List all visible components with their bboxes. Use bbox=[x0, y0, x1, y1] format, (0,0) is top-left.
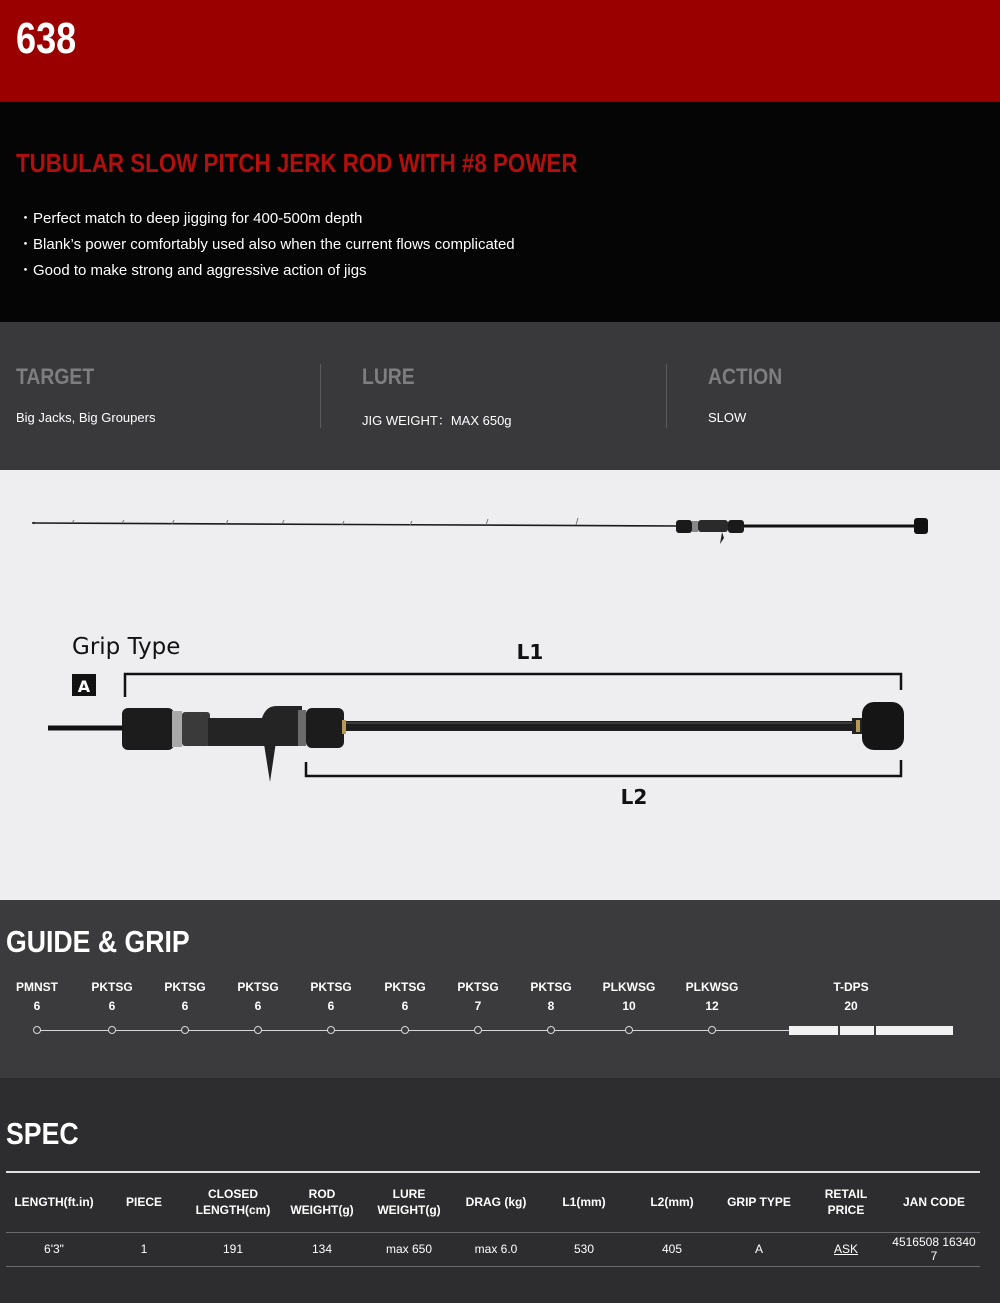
l1-label: L1 bbox=[516, 640, 544, 664]
info-section bbox=[0, 322, 1000, 470]
l2-bracket bbox=[306, 760, 901, 776]
guide-dot bbox=[401, 1026, 409, 1034]
spec-header-row bbox=[6, 1172, 980, 1232]
grip-type-label: Grip Type bbox=[72, 634, 181, 660]
spec-header-closed-length: CLOSED LENGTH(cm) bbox=[195, 1187, 271, 1218]
divider bbox=[666, 364, 667, 428]
reel-seat-item: T-DPS 20 bbox=[833, 980, 869, 1013]
spec-cell: 4516508 16340 7 bbox=[888, 1232, 980, 1266]
guide-dot bbox=[708, 1026, 716, 1034]
guide-item: PKTSG 7 bbox=[457, 980, 499, 1013]
grip-type-value: A bbox=[77, 677, 91, 696]
spec-cell: 405 bbox=[630, 1232, 714, 1266]
guide-dot bbox=[474, 1026, 482, 1034]
guide-item: PMNST 6 bbox=[16, 980, 58, 1013]
rod-illustration bbox=[0, 470, 1000, 900]
info-action bbox=[708, 364, 792, 428]
guide-dot bbox=[33, 1026, 41, 1034]
guide-item: PLKWSG 10 bbox=[602, 980, 656, 1013]
guide-item: PKTSG 8 bbox=[530, 980, 572, 1013]
spec-header-piece: PIECE bbox=[125, 1195, 162, 1210]
ask-price-link[interactable]: ASK bbox=[833, 1242, 858, 1256]
guide-grip-section bbox=[0, 900, 1000, 1078]
spec-cell: A bbox=[714, 1232, 804, 1266]
grip-segment bbox=[840, 1026, 874, 1035]
spec-row bbox=[6, 1232, 980, 1266]
feature-item: ・ Good to make strong and aggressive action of jigs bbox=[18, 258, 515, 284]
spec-cell: 530 bbox=[538, 1232, 630, 1266]
guide-dot bbox=[108, 1026, 116, 1034]
divider bbox=[320, 364, 321, 428]
guide-dot bbox=[181, 1026, 189, 1034]
info-value: SLOW bbox=[708, 410, 747, 425]
guide-dot bbox=[625, 1026, 633, 1034]
spec-header-drag: DRAG (kg) bbox=[465, 1195, 527, 1210]
spec-cell bbox=[804, 1232, 888, 1266]
spec-cell: max 6.0 bbox=[454, 1232, 538, 1266]
guide-item: PLKWSG 12 bbox=[685, 980, 739, 1013]
info-label: ACTION bbox=[708, 364, 783, 389]
spec-cell: max 650 bbox=[364, 1232, 454, 1266]
spec-section bbox=[0, 1078, 1000, 1303]
feature-list bbox=[18, 206, 515, 284]
spec-cell: 6'3" bbox=[6, 1232, 102, 1266]
guide-line bbox=[36, 1030, 796, 1031]
trigger bbox=[264, 742, 276, 782]
spec-cell: 191 bbox=[186, 1232, 280, 1266]
spec-cell: 1 bbox=[102, 1232, 186, 1266]
spec-header-jan-code: JAN CODE bbox=[902, 1195, 965, 1210]
reel-seat bbox=[208, 706, 302, 746]
grip-segment bbox=[789, 1026, 838, 1035]
guide-item: PKTSG 6 bbox=[384, 980, 426, 1013]
info-label: TARGET bbox=[16, 364, 95, 389]
info-value: Big Jacks, Big Groupers bbox=[16, 410, 156, 425]
model-number: 638 bbox=[16, 14, 77, 63]
grip-segment bbox=[876, 1026, 953, 1035]
feature-item: ・ Perfect match to deep jigging for 400-500m depth bbox=[18, 206, 515, 232]
spec-table bbox=[6, 1171, 980, 1267]
guide-dot bbox=[547, 1026, 555, 1034]
info-lure bbox=[362, 364, 512, 428]
l2-label: L2 bbox=[620, 785, 648, 809]
model-header bbox=[0, 0, 1000, 102]
guide-item: PKTSG 6 bbox=[164, 980, 206, 1013]
guide-item: PKTSG 6 bbox=[237, 980, 279, 1013]
guide-item: PKTSG 6 bbox=[91, 980, 133, 1013]
spec-header-l1: L1(mm) bbox=[562, 1195, 606, 1210]
spec-header-length: LENGTH(ft.in) bbox=[14, 1195, 94, 1210]
feature-item: ・ Blank’s power comfortably used also when the current flows complicated bbox=[18, 232, 515, 258]
butt-cap bbox=[862, 702, 904, 750]
guide-grip-title: GUIDE & GRIP bbox=[6, 924, 190, 959]
spec-header-grip-type: GRIP TYPE bbox=[727, 1195, 791, 1210]
full-rod-image bbox=[32, 518, 928, 544]
guide-item: PKTSG 6 bbox=[310, 980, 352, 1013]
spec-title: SPEC bbox=[6, 1116, 79, 1151]
fore-grip bbox=[122, 708, 174, 750]
spec-cell: 134 bbox=[280, 1232, 364, 1266]
guide-dot bbox=[327, 1026, 335, 1034]
spec-header-rod-weight: ROD WEIGHT(g) bbox=[290, 1187, 354, 1218]
spec-header-lure-weight: LURE WEIGHT(g) bbox=[377, 1187, 441, 1218]
info-value: JIG WEIGHT：MAX 650g bbox=[362, 413, 512, 428]
guide-dot bbox=[254, 1026, 262, 1034]
rod-image-area bbox=[0, 470, 1000, 900]
info-label: LURE bbox=[362, 364, 415, 389]
spec-header-retail-price: RETAIL PRICE bbox=[824, 1187, 868, 1218]
info-target bbox=[16, 364, 155, 428]
product-headline: TUBULAR SLOW PITCH JERK ROD WITH #8 POWER bbox=[16, 148, 578, 178]
intro-section bbox=[0, 102, 1000, 322]
l1-bracket bbox=[125, 674, 901, 697]
spec-header-l2: L2(mm) bbox=[650, 1195, 694, 1210]
rear-grip bbox=[306, 708, 344, 748]
